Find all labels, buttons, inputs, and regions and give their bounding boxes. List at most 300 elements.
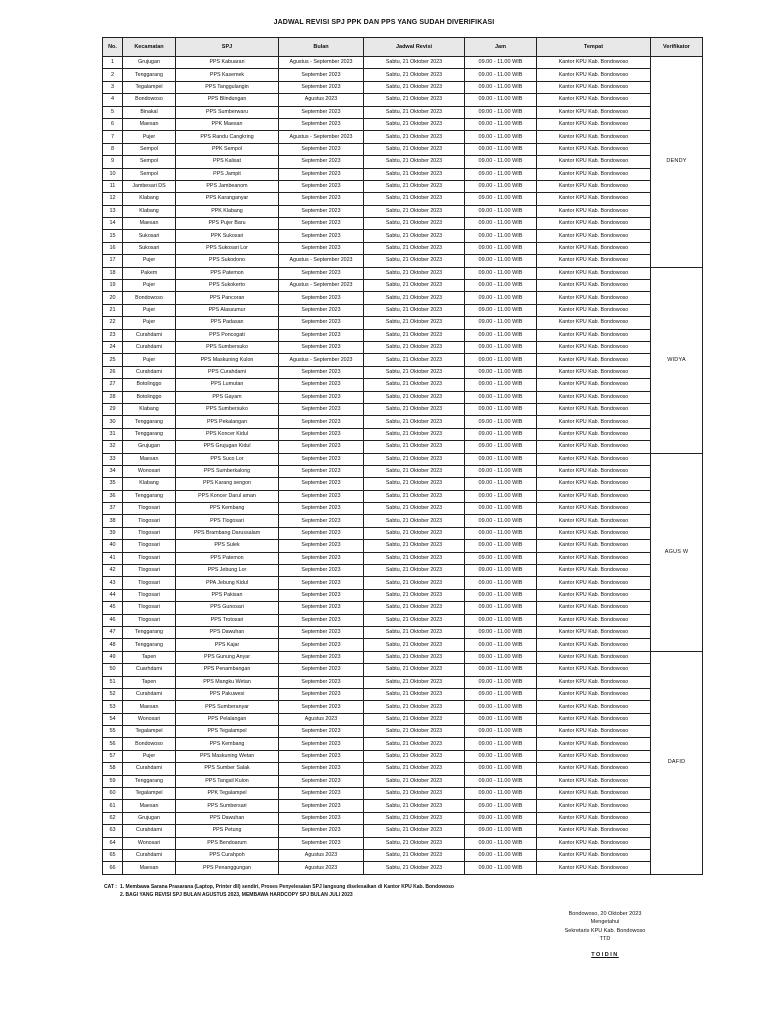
row-jam: 09.00 - 11.00 WIB xyxy=(465,292,537,304)
row-tempat: Kantor KPU Kab. Bondowoso xyxy=(537,614,651,626)
row-jam: 09.00 - 11.00 WIB xyxy=(465,205,537,217)
row-jadwal-revisi: Sabtu, 21 Oktober 2023 xyxy=(364,503,465,515)
row-kecamatan: Wonosari xyxy=(123,713,176,725)
row-jadwal-revisi: Sabtu, 21 Oktober 2023 xyxy=(364,453,465,465)
row-jam: 09.00 - 11.00 WIB xyxy=(465,552,537,564)
row-number: 50 xyxy=(103,664,123,676)
row-jadwal-revisi: Sabtu, 21 Oktober 2023 xyxy=(364,862,465,874)
row-jadwal-revisi: Sabtu, 21 Oktober 2023 xyxy=(364,205,465,217)
row-spj: PPK Klabang xyxy=(176,205,279,217)
row-jadwal-revisi: Sabtu, 21 Oktober 2023 xyxy=(364,255,465,267)
table-row xyxy=(103,540,703,552)
row-kecamatan: Pujer xyxy=(123,354,176,366)
row-tempat: Kantor KPU Kab. Bondowoso xyxy=(537,242,651,254)
row-jam: 09.00 - 11.00 WIB xyxy=(465,379,537,391)
row-jam: 09.00 - 11.00 WIB xyxy=(465,688,537,700)
row-jadwal-revisi: Sabtu, 21 Oktober 2023 xyxy=(364,800,465,812)
row-jam: 09.00 - 11.00 WIB xyxy=(465,416,537,428)
table-body xyxy=(103,57,703,875)
row-jam: 09.00 - 11.00 WIB xyxy=(465,94,537,106)
row-number: 18 xyxy=(103,267,123,279)
row-jadwal-revisi: Sabtu, 21 Oktober 2023 xyxy=(364,726,465,738)
row-tempat: Kantor KPU Kab. Bondowoso xyxy=(537,577,651,589)
row-bulan: September 2023 xyxy=(279,676,364,688)
row-jadwal-revisi: Sabtu, 21 Oktober 2023 xyxy=(364,354,465,366)
table-row xyxy=(103,837,703,849)
row-tempat: Kantor KPU Kab. Bondowoso xyxy=(537,354,651,366)
row-tempat: Kantor KPU Kab. Bondowoso xyxy=(537,403,651,415)
note-line-1: 1. Membawa Sarana Prasarana (Laptop, Printer dll) sendiri, Proses Penyelesaian SPJ langsung diselesaikan di Kantor KPU Kab. Bondowoso xyxy=(120,884,454,890)
row-tempat: Kantor KPU Kab. Bondowoso xyxy=(537,478,651,490)
row-kecamatan: Binakal xyxy=(123,106,176,118)
row-number: 39 xyxy=(103,527,123,539)
row-number: 12 xyxy=(103,193,123,205)
signature-name: TOIDIN xyxy=(591,952,619,959)
row-kecamatan: Tlogosari xyxy=(123,602,176,614)
verifikator-cell: WIDYA xyxy=(651,267,703,453)
table-row xyxy=(103,341,703,353)
row-kecamatan: Bondowoso xyxy=(123,94,176,106)
row-spj: PPS Pekalangan xyxy=(176,416,279,428)
row-number: 5 xyxy=(103,106,123,118)
row-jadwal-revisi: Sabtu, 21 Oktober 2023 xyxy=(364,118,465,130)
row-spj: PPS Sukosari Lor xyxy=(176,242,279,254)
row-number: 2 xyxy=(103,69,123,81)
table-row xyxy=(103,738,703,750)
table-row xyxy=(103,57,703,69)
row-jadwal-revisi: Sabtu, 21 Oktober 2023 xyxy=(364,57,465,69)
table-row xyxy=(103,267,703,279)
row-tempat: Kantor KPU Kab. Bondowoso xyxy=(537,465,651,477)
row-bulan: September 2023 xyxy=(279,664,364,676)
row-kecamatan: Sukosari xyxy=(123,242,176,254)
row-tempat: Kantor KPU Kab. Bondowoso xyxy=(537,391,651,403)
row-bulan: September 2023 xyxy=(279,688,364,700)
row-jadwal-revisi: Sabtu, 21 Oktober 2023 xyxy=(364,577,465,589)
row-bulan: September 2023 xyxy=(279,292,364,304)
row-jadwal-revisi: Sabtu, 21 Oktober 2023 xyxy=(364,428,465,440)
row-jam: 09.00 - 11.00 WIB xyxy=(465,280,537,292)
signature-known-by: Mengetahui xyxy=(590,919,620,926)
row-kecamatan: Maesan xyxy=(123,800,176,812)
row-spj: PPS Kalisat xyxy=(176,156,279,168)
row-bulan: September 2023 xyxy=(279,812,364,824)
row-bulan: September 2023 xyxy=(279,428,364,440)
row-jam: 09.00 - 11.00 WIB xyxy=(465,366,537,378)
row-kecamatan: Jambesari DS xyxy=(123,180,176,192)
row-kecamatan: Klabang xyxy=(123,205,176,217)
table-row xyxy=(103,81,703,93)
table-row xyxy=(103,453,703,465)
table-row xyxy=(103,478,703,490)
row-number: 51 xyxy=(103,676,123,688)
row-tempat: Kantor KPU Kab. Bondowoso xyxy=(537,416,651,428)
verifikator-cell: DAFID xyxy=(651,651,703,874)
row-jadwal-revisi: Sabtu, 21 Oktober 2023 xyxy=(364,713,465,725)
row-tempat: Kantor KPU Kab. Bondowoso xyxy=(537,292,651,304)
row-jadwal-revisi: Sabtu, 21 Oktober 2023 xyxy=(364,441,465,453)
row-jam: 09.00 - 11.00 WIB xyxy=(465,341,537,353)
row-jam: 09.00 - 11.00 WIB xyxy=(465,812,537,824)
row-bulan: September 2023 xyxy=(279,540,364,552)
row-number: 46 xyxy=(103,614,123,626)
row-bulan: September 2023 xyxy=(279,478,364,490)
row-tempat: Kantor KPU Kab. Bondowoso xyxy=(537,304,651,316)
row-kecamatan: Maesan xyxy=(123,118,176,130)
row-jadwal-revisi: Sabtu, 21 Oktober 2023 xyxy=(364,750,465,762)
table-row xyxy=(103,280,703,292)
row-tempat: Kantor KPU Kab. Bondowoso xyxy=(537,701,651,713)
row-bulan: September 2023 xyxy=(279,763,364,775)
row-tempat: Kantor KPU Kab. Bondowoso xyxy=(537,106,651,118)
row-bulan: Agustus 2023 xyxy=(279,862,364,874)
row-jam: 09.00 - 11.00 WIB xyxy=(465,750,537,762)
row-kecamatan: Tlogosari xyxy=(123,565,176,577)
row-kecamatan: Pujer xyxy=(123,131,176,143)
row-spj: PPS Pujer Baru xyxy=(176,218,279,230)
table-row xyxy=(103,750,703,762)
row-jam: 09.00 - 11.00 WIB xyxy=(465,527,537,539)
signature-place-date: Bondowoso, 20 Oktober 2023 xyxy=(568,911,642,917)
row-spj: PPK Sempol xyxy=(176,143,279,155)
row-jam: 09.00 - 11.00 WIB xyxy=(465,267,537,279)
row-number: 53 xyxy=(103,701,123,713)
row-tempat: Kantor KPU Kab. Bondowoso xyxy=(537,255,651,267)
table-row xyxy=(103,106,703,118)
row-jam: 09.00 - 11.00 WIB xyxy=(465,143,537,155)
table-row xyxy=(103,131,703,143)
row-spj: PPS Pancoran xyxy=(176,292,279,304)
row-tempat: Kantor KPU Kab. Bondowoso xyxy=(537,800,651,812)
row-number: 10 xyxy=(103,168,123,180)
table-row xyxy=(103,193,703,205)
row-jadwal-revisi: Sabtu, 21 Oktober 2023 xyxy=(364,193,465,205)
row-kecamatan: Tlogosari xyxy=(123,577,176,589)
row-spj: PPS Brambang Darussalam xyxy=(176,527,279,539)
table-row xyxy=(103,788,703,800)
row-bulan: September 2023 xyxy=(279,626,364,638)
row-kecamatan: Tenggarang xyxy=(123,416,176,428)
row-bulan: September 2023 xyxy=(279,527,364,539)
row-spj: PPS Sukodono xyxy=(176,255,279,267)
row-jam: 09.00 - 11.00 WIB xyxy=(465,180,537,192)
row-tempat: Kantor KPU Kab. Bondowoso xyxy=(537,490,651,502)
row-jam: 09.00 - 11.00 WIB xyxy=(465,639,537,651)
row-jadwal-revisi: Sabtu, 21 Oktober 2023 xyxy=(364,416,465,428)
table-row xyxy=(103,664,703,676)
row-bulan: Agustus - September 2023 xyxy=(279,131,364,143)
column-header-spj: SPJ xyxy=(176,38,279,57)
row-jadwal-revisi: Sabtu, 21 Oktober 2023 xyxy=(364,329,465,341)
row-tempat: Kantor KPU Kab. Bondowoso xyxy=(537,515,651,527)
row-jam: 09.00 - 11.00 WIB xyxy=(465,738,537,750)
row-spj: PPS Dawuhan xyxy=(176,626,279,638)
row-tempat: Kantor KPU Kab. Bondowoso xyxy=(537,775,651,787)
row-jadwal-revisi: Sabtu, 21 Oktober 2023 xyxy=(364,552,465,564)
table-row xyxy=(103,565,703,577)
row-kecamatan: Tlogosari xyxy=(123,540,176,552)
row-spj: PPS Maskuning Wetan xyxy=(176,750,279,762)
row-jam: 09.00 - 11.00 WIB xyxy=(465,403,537,415)
row-tempat: Kantor KPU Kab. Bondowoso xyxy=(537,688,651,700)
table-row xyxy=(103,626,703,638)
row-kecamatan: Sempol xyxy=(123,168,176,180)
row-bulan: September 2023 xyxy=(279,230,364,242)
row-number: 21 xyxy=(103,304,123,316)
row-bulan: September 2023 xyxy=(279,453,364,465)
row-number: 58 xyxy=(103,763,123,775)
row-bulan: September 2023 xyxy=(279,701,364,713)
row-tempat: Kantor KPU Kab. Bondowoso xyxy=(537,94,651,106)
row-kecamatan: Curahdami xyxy=(123,341,176,353)
row-spj: PPS Kembang xyxy=(176,503,279,515)
row-jam: 09.00 - 11.00 WIB xyxy=(465,118,537,130)
row-spj: PPS Tegalampel xyxy=(176,726,279,738)
row-spj: PPA Jebung Kidul xyxy=(176,577,279,589)
row-jam: 09.00 - 11.00 WIB xyxy=(465,230,537,242)
row-spj: PPS Grujugan Kidul xyxy=(176,441,279,453)
table-row xyxy=(103,242,703,254)
row-spj: PPS Mangku Wetan xyxy=(176,676,279,688)
row-bulan: Agustus - September 2023 xyxy=(279,280,364,292)
row-jam: 09.00 - 11.00 WIB xyxy=(465,701,537,713)
row-number: 30 xyxy=(103,416,123,428)
row-kecamatan: Tegalampel xyxy=(123,81,176,93)
row-bulan: September 2023 xyxy=(279,180,364,192)
row-number: 66 xyxy=(103,862,123,874)
row-kecamatan: Tenggarang xyxy=(123,428,176,440)
row-number: 4 xyxy=(103,94,123,106)
row-tempat: Kantor KPU Kab. Bondowoso xyxy=(537,329,651,341)
row-tempat: Kantor KPU Kab. Bondowoso xyxy=(537,267,651,279)
row-number: 24 xyxy=(103,341,123,353)
row-tempat: Kantor KPU Kab. Bondowoso xyxy=(537,168,651,180)
row-number: 17 xyxy=(103,255,123,267)
table-row xyxy=(103,775,703,787)
row-tempat: Kantor KPU Kab. Bondowoso xyxy=(537,738,651,750)
row-number: 6 xyxy=(103,118,123,130)
notes-label: CAT : xyxy=(104,884,117,890)
row-spj: PPS Jambeanom xyxy=(176,180,279,192)
row-tempat: Kantor KPU Kab. Bondowoso xyxy=(537,651,651,663)
row-number: 31 xyxy=(103,428,123,440)
row-number: 59 xyxy=(103,775,123,787)
table-row xyxy=(103,589,703,601)
row-number: 8 xyxy=(103,143,123,155)
row-kecamatan: Klabang xyxy=(123,478,176,490)
row-jadwal-revisi: Sabtu, 21 Oktober 2023 xyxy=(364,738,465,750)
row-tempat: Kantor KPU Kab. Bondowoso xyxy=(537,230,651,242)
row-jadwal-revisi: Sabtu, 21 Oktober 2023 xyxy=(364,403,465,415)
row-number: 23 xyxy=(103,329,123,341)
row-kecamatan: Pujer xyxy=(123,255,176,267)
row-tempat: Kantor KPU Kab. Bondowoso xyxy=(537,366,651,378)
row-spj: PPS Kembang xyxy=(176,738,279,750)
row-spj: PPS Maskuning Kulon xyxy=(176,354,279,366)
row-jam: 09.00 - 11.00 WIB xyxy=(465,131,537,143)
row-bulan: September 2023 xyxy=(279,267,364,279)
row-spj: PPS Jampit xyxy=(176,168,279,180)
row-tempat: Kantor KPU Kab. Bondowoso xyxy=(537,441,651,453)
row-kecamatan: Sempol xyxy=(123,156,176,168)
row-spj: PPS Tanggulangin xyxy=(176,81,279,93)
row-bulan: September 2023 xyxy=(279,552,364,564)
row-number: 29 xyxy=(103,403,123,415)
row-number: 47 xyxy=(103,626,123,638)
row-tempat: Kantor KPU Kab. Bondowoso xyxy=(537,626,651,638)
row-tempat: Kantor KPU Kab. Bondowoso xyxy=(537,317,651,329)
row-jam: 09.00 - 11.00 WIB xyxy=(465,800,537,812)
row-jam: 09.00 - 11.00 WIB xyxy=(465,763,537,775)
row-jam: 09.00 - 11.00 WIB xyxy=(465,453,537,465)
table-row xyxy=(103,800,703,812)
row-kecamatan: Klabang xyxy=(123,193,176,205)
row-kecamatan: Botolinggo xyxy=(123,379,176,391)
signature-position: Sekretaris KPU Kab. Bondowoso xyxy=(564,927,646,934)
row-spj: PPS Petung xyxy=(176,825,279,837)
table-row xyxy=(103,391,703,403)
row-kecamatan: Tegalampel xyxy=(123,726,176,738)
row-jam: 09.00 - 11.00 WIB xyxy=(465,490,537,502)
row-jam: 09.00 - 11.00 WIB xyxy=(465,242,537,254)
note-line-2: 2. BAGI YANG REVISI SPJ BULAN AGUSTUS 2023, MEMBAWA HARDCOPY SPJ BULAN JULI 2023 xyxy=(120,891,353,898)
row-bulan: September 2023 xyxy=(279,205,364,217)
row-kecamatan: Curahdami xyxy=(123,366,176,378)
row-jadwal-revisi: Sabtu, 21 Oktober 2023 xyxy=(364,676,465,688)
table-row xyxy=(103,69,703,81)
row-number: 34 xyxy=(103,465,123,477)
row-jadwal-revisi: Sabtu, 21 Oktober 2023 xyxy=(364,379,465,391)
row-kecamatan: Tlogosari xyxy=(123,503,176,515)
row-kecamatan: Cuarhdami xyxy=(123,664,176,676)
row-bulan: September 2023 xyxy=(279,503,364,515)
row-tempat: Kantor KPU Kab. Bondowoso xyxy=(537,602,651,614)
row-jadwal-revisi: Sabtu, 21 Oktober 2023 xyxy=(364,701,465,713)
row-spj: PPS Sulek xyxy=(176,540,279,552)
row-bulan: September 2023 xyxy=(279,304,364,316)
row-tempat: Kantor KPU Kab. Bondowoso xyxy=(537,850,651,862)
table-row xyxy=(103,490,703,502)
row-spj: PPS Tlogosari xyxy=(176,515,279,527)
row-spj: PPS Alassumur xyxy=(176,304,279,316)
row-tempat: Kantor KPU Kab. Bondowoso xyxy=(537,552,651,564)
row-kecamatan: Pujer xyxy=(123,317,176,329)
row-spj: PPS Sumbersuko xyxy=(176,341,279,353)
row-tempat: Kantor KPU Kab. Bondowoso xyxy=(537,812,651,824)
row-jam: 09.00 - 11.00 WIB xyxy=(465,676,537,688)
row-jadwal-revisi: Sabtu, 21 Oktober 2023 xyxy=(364,81,465,93)
row-number: 62 xyxy=(103,812,123,824)
row-jam: 09.00 - 11.00 WIB xyxy=(465,69,537,81)
row-spj: PPS Penambangan xyxy=(176,664,279,676)
row-kecamatan: Sempol xyxy=(123,143,176,155)
row-tempat: Kantor KPU Kab. Bondowoso xyxy=(537,527,651,539)
table-row xyxy=(103,825,703,837)
row-number: 32 xyxy=(103,441,123,453)
row-bulan: September 2023 xyxy=(279,800,364,812)
row-bulan: September 2023 xyxy=(279,589,364,601)
row-jam: 09.00 - 11.00 WIB xyxy=(465,614,537,626)
row-jam: 09.00 - 11.00 WIB xyxy=(465,602,537,614)
row-jam: 09.00 - 11.00 WIB xyxy=(465,726,537,738)
row-bulan: September 2023 xyxy=(279,329,364,341)
table-row xyxy=(103,651,703,663)
row-number: 38 xyxy=(103,515,123,527)
row-tempat: Kantor KPU Kab. Bondowoso xyxy=(537,862,651,874)
row-bulan: September 2023 xyxy=(279,81,364,93)
row-jadwal-revisi: Sabtu, 21 Oktober 2023 xyxy=(364,589,465,601)
row-jadwal-revisi: Sabtu, 21 Oktober 2023 xyxy=(364,218,465,230)
row-jadwal-revisi: Sabtu, 21 Oktober 2023 xyxy=(364,168,465,180)
row-jadwal-revisi: Sabtu, 21 Oktober 2023 xyxy=(364,242,465,254)
row-jadwal-revisi: Sabtu, 21 Oktober 2023 xyxy=(364,143,465,155)
row-kecamatan: Tapen xyxy=(123,676,176,688)
row-bulan: September 2023 xyxy=(279,775,364,787)
table-row xyxy=(103,602,703,614)
row-tempat: Kantor KPU Kab. Bondowoso xyxy=(537,131,651,143)
row-jadwal-revisi: Sabtu, 21 Oktober 2023 xyxy=(364,837,465,849)
table-row xyxy=(103,441,703,453)
row-tempat: Kantor KPU Kab. Bondowoso xyxy=(537,193,651,205)
row-number: 27 xyxy=(103,379,123,391)
row-tempat: Kantor KPU Kab. Bondowoso xyxy=(537,156,651,168)
row-tempat: Kantor KPU Kab. Bondowoso xyxy=(537,565,651,577)
schedule-table xyxy=(102,37,703,875)
row-bulan: September 2023 xyxy=(279,515,364,527)
row-jadwal-revisi: Sabtu, 21 Oktober 2023 xyxy=(364,317,465,329)
row-spj: PPS Randu Cangkring xyxy=(176,131,279,143)
row-jadwal-revisi: Sabtu, 21 Oktober 2023 xyxy=(364,94,465,106)
row-number: 26 xyxy=(103,366,123,378)
table-row xyxy=(103,614,703,626)
row-jadwal-revisi: Sabtu, 21 Oktober 2023 xyxy=(364,280,465,292)
row-jam: 09.00 - 11.00 WIB xyxy=(465,81,537,93)
row-tempat: Kantor KPU Kab. Bondowoso xyxy=(537,428,651,440)
row-jam: 09.00 - 11.00 WIB xyxy=(465,106,537,118)
column-header-verifikator: Verifikator xyxy=(651,38,703,57)
row-kecamatan: Curahdami xyxy=(123,825,176,837)
row-number: 22 xyxy=(103,317,123,329)
row-spj: PPS Bendoarum xyxy=(176,837,279,849)
row-number: 44 xyxy=(103,589,123,601)
row-tempat: Kantor KPU Kab. Bondowoso xyxy=(537,81,651,93)
row-bulan: September 2023 xyxy=(279,168,364,180)
row-number: 54 xyxy=(103,713,123,725)
row-spj: PPS Suco Lor xyxy=(176,453,279,465)
row-jadwal-revisi: Sabtu, 21 Oktober 2023 xyxy=(364,602,465,614)
table-row xyxy=(103,763,703,775)
row-number: 11 xyxy=(103,180,123,192)
row-bulan: September 2023 xyxy=(279,825,364,837)
column-header-jadwal-revisi: Jadwal Revisi xyxy=(364,38,465,57)
row-spj: PPS Lumutan xyxy=(176,379,279,391)
row-jam: 09.00 - 11.00 WIB xyxy=(465,391,537,403)
row-jam: 09.00 - 11.00 WIB xyxy=(465,565,537,577)
column-header-jam: Jam xyxy=(465,38,537,57)
table-row xyxy=(103,255,703,267)
row-bulan: September 2023 xyxy=(279,614,364,626)
row-kecamatan: Tlogosari xyxy=(123,552,176,564)
column-header-kecamatan: Kecamatan xyxy=(123,38,176,57)
row-jadwal-revisi: Sabtu, 21 Oktober 2023 xyxy=(364,304,465,316)
row-number: 55 xyxy=(103,726,123,738)
row-jadwal-revisi: Sabtu, 21 Oktober 2023 xyxy=(364,230,465,242)
row-bulan: September 2023 xyxy=(279,639,364,651)
row-kecamatan: Tenggarang xyxy=(123,626,176,638)
row-number: 61 xyxy=(103,800,123,812)
row-tempat: Kantor KPU Kab. Bondowoso xyxy=(537,503,651,515)
row-jam: 09.00 - 11.00 WIB xyxy=(465,465,537,477)
